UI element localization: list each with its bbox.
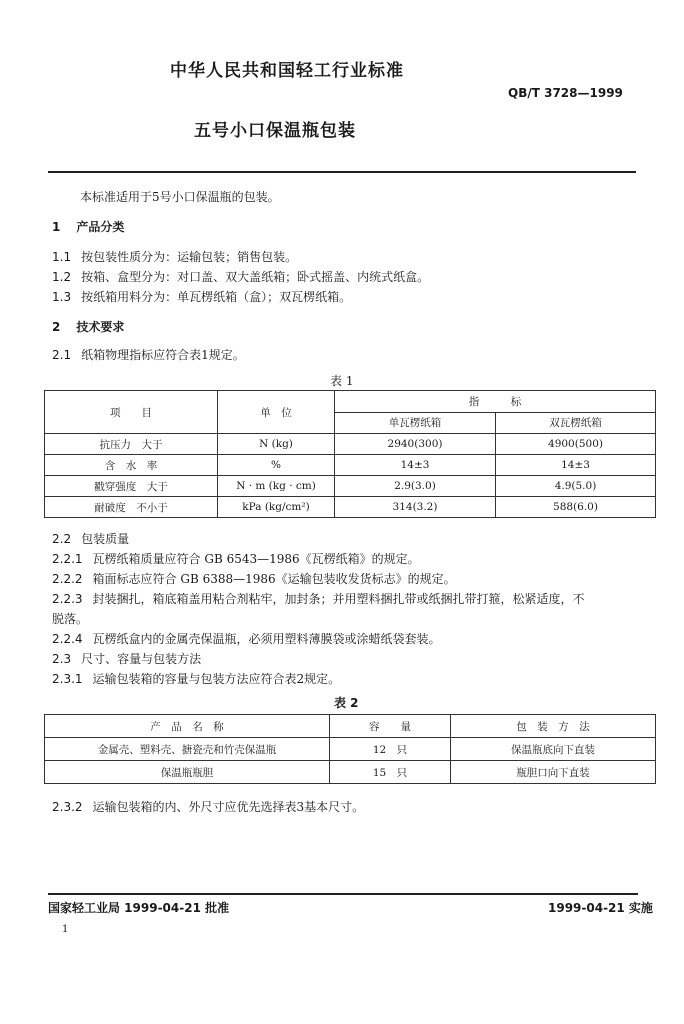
table-2-cell-name: 保温瓶瓶胆 [45, 761, 330, 784]
table-1-cell-item: 抗压力 大于 [45, 434, 218, 455]
clause-2-3-2-text: 运输包装箱的内、外尺寸应优先选择表3基本尺寸。 [92, 800, 365, 814]
clause-1-1-text: 按包装性质分为：运输包装；销售包装。 [81, 250, 298, 264]
table-2-cell-qty: 15 只 [330, 761, 451, 784]
table-1-cell-single: 2940(300) [335, 434, 496, 455]
header-org: 中华人民共和国轻工行业标准 [170, 61, 404, 81]
clause-2-1: 2.1 纸箱物理指标应符合表1规定。 [52, 348, 245, 362]
clause-2-2-3-text: 封装捆扎，箱底箱盖用粘合剂粘牢，加封条；并用塑料捆扎带或纸捆扎带打箍，松紧适度，不 [92, 592, 585, 606]
table-2-header-row [45, 715, 656, 738]
table-row [45, 738, 656, 761]
clause-1-3-text: 按纸箱用料分为：单瓦楞纸箱（盒）；双瓦楞纸箱。 [81, 290, 352, 304]
table-1-cell-item: 戳穿强度 大于 [45, 476, 218, 497]
table-row [45, 761, 656, 784]
clause-2-2-4: 2.2.4 瓦楞纸盒内的金属壳保温瓶，必须用塑料薄膜袋或涂蜡纸袋套装。 [52, 632, 441, 646]
table-1-cell-item: 含 水 率 [45, 455, 218, 476]
clause-2-3-1-text: 运输包装箱的容量与包装方法应符合表2规定。 [92, 672, 341, 686]
approval-note: 国家轻工业局 1999-04-21 批准 [48, 901, 230, 915]
table-1-cell-unit: kPa (kg/cm²) [218, 497, 335, 518]
clause-2-3-title: 尺寸、容量与包装方法 [81, 652, 202, 666]
table-1-header-item: 项 目 [45, 391, 218, 434]
clause-2-1-text: 纸箱物理指标应符合表1规定。 [81, 348, 245, 362]
table-1-cell-unit: N (kg) [218, 434, 335, 455]
table-1-cell-double: 588(6.0) [496, 497, 656, 518]
table-1-cell-double: 4900(500) [496, 434, 656, 455]
section-1-title: 产品分类 [76, 220, 125, 234]
section-1-number: 1 [52, 220, 61, 234]
table-1-header-unit: 单 位 [218, 391, 335, 434]
clause-1-2: 1.2 按箱、盒型分为：对口盖、双大盖纸箱；卧式摇盖、内统式纸盒。 [52, 270, 430, 284]
standard-code: QB/T 3728—1999 [508, 86, 623, 100]
section-2-number: 2 [52, 320, 61, 334]
table-row [45, 455, 656, 476]
clause-1-3: 1.3 按纸箱用料分为：单瓦楞纸箱（盒）；双瓦楞纸箱。 [52, 290, 352, 304]
page-number: 1 [62, 924, 69, 935]
table-row [45, 434, 656, 455]
document-title: 五号小口保温瓶包装 [194, 121, 356, 141]
clause-2-3-heading: 2.3 尺寸、容量与包装方法 [52, 652, 202, 666]
clause-1-2-text: 按箱、盒型分为：对口盖、双大盖纸箱；卧式摇盖、内统式纸盒。 [81, 270, 430, 284]
clause-2-2-2-text: 箱面标志应符合 GB 6388—1986《运输包装收发货标志》的规定。 [92, 572, 456, 586]
table-2-header-method: 包 装 方 法 [451, 715, 656, 738]
table-1-cell-double: 4.9(5.0) [496, 476, 656, 497]
effective-date: 1999-04-21 实施 [548, 901, 653, 915]
table-2-cell-name: 金属壳、塑料壳、搪瓷壳和竹壳保温瓶 [45, 738, 330, 761]
table-2-header-name: 产 品 名 称 [45, 715, 330, 738]
table-1-header-row [45, 391, 656, 413]
clause-2-2-4-text: 瓦楞纸盒内的金属壳保温瓶，必须用塑料薄膜袋或涂蜡纸袋套装。 [92, 632, 441, 646]
clause-1-1: 1.1 按包装性质分为：运输包装；销售包装。 [52, 250, 298, 264]
table-2-caption: 表 2 [334, 696, 359, 710]
clause-2-2-1: 2.2.1 瓦楞纸箱质量应符合 GB 6543—1986《瓦楞纸箱》的规定。 [52, 552, 420, 566]
table-2-cell-qty: 12 只 [330, 738, 451, 761]
table-1-header-index: 指 标 [335, 391, 656, 413]
clause-2-3-2: 2.3.2 运输包装箱的内、外尺寸应优先选择表3基本尺寸。 [52, 800, 365, 814]
table-1-cell-double: 14±3 [496, 455, 656, 476]
table-2-header-qty: 容 量 [330, 715, 451, 738]
scope-paragraph: 本标准适用于5号小口保温瓶的包装。 [80, 190, 280, 204]
section-2-heading [52, 318, 124, 335]
header-divider [48, 171, 636, 173]
section-2-title: 技术要求 [76, 320, 125, 334]
table-1-cell-single: 314(3.2) [335, 497, 496, 518]
table-1-header-single: 单瓦楞纸箱 [335, 412, 496, 434]
table-2 [44, 714, 656, 784]
table-1-header-double: 双瓦楞纸箱 [496, 412, 656, 434]
section-1-heading [52, 218, 124, 235]
clause-2-3-1: 2.3.1 运输包装箱的容量与包装方法应符合表2规定。 [52, 672, 341, 686]
table-1 [44, 390, 656, 518]
table-1-cell-unit: % [218, 455, 335, 476]
clause-2-2-3: 2.2.3 封装捆扎，箱底箱盖用粘合剂粘牢，加封条；并用塑料捆扎带或纸捆扎带打箍，松紧适度，不 [52, 592, 585, 606]
clause-2-2-2: 2.2.2 箱面标志应符合 GB 6388—1986《运输包装收发货标志》的规定。 [52, 572, 456, 586]
table-1-cell-unit: N · m (kg · cm) [218, 476, 335, 497]
table-2-cell-method: 保温瓶底向下直装 [451, 738, 656, 761]
table-row [45, 476, 656, 497]
table-1-caption: 表 1 [330, 374, 354, 388]
footer-divider [48, 893, 638, 895]
table-1-cell-single: 2.9(3.0) [335, 476, 496, 497]
table-2-cell-method: 瓶胆口向下直装 [451, 761, 656, 784]
table-row [45, 497, 656, 518]
clause-2-2-heading: 2.2 包装质量 [52, 532, 130, 546]
clause-2-2-1-text: 瓦楞纸箱质量应符合 GB 6543—1986《瓦楞纸箱》的规定。 [92, 552, 420, 566]
clause-2-2-3-continued: 脱落。 [52, 612, 89, 626]
table-1-cell-single: 14±3 [335, 455, 496, 476]
table-1-cell-item: 耐破度 不小于 [45, 497, 218, 518]
clause-2-2-title: 包装质量 [81, 532, 130, 546]
